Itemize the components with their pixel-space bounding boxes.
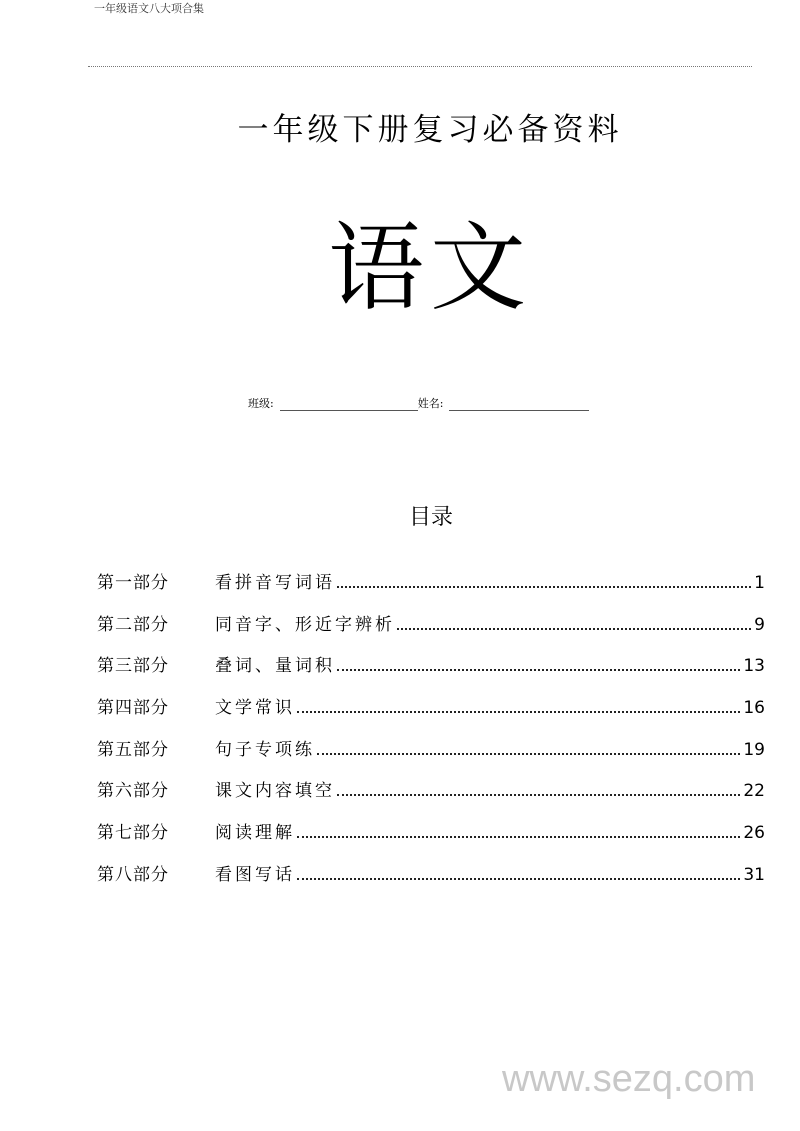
toc-page-number: 1 <box>754 573 765 593</box>
toc-entry[interactable] <box>97 651 765 693</box>
watermark: www.sezq.com <box>502 1058 756 1100</box>
toc-entry[interactable] <box>97 860 765 902</box>
toc-entry-title: 看拼音写词语 <box>215 573 335 593</box>
page-header: 一年级语文八大项合集 <box>94 2 204 15</box>
header-divider <box>88 66 752 67</box>
toc-entry-title: 句子专项练 <box>215 739 315 760</box>
toc-page-number: 13 <box>743 656 765 677</box>
dot-leader <box>297 878 740 880</box>
toc-part: 第二部分 <box>97 614 169 635</box>
toc-page-number: 26 <box>743 823 765 844</box>
toc-page-number: 16 <box>743 698 765 719</box>
toc-entry-title: 叠词、量词积 <box>215 656 335 677</box>
toc-entry[interactable] <box>97 610 765 652</box>
name-label: 姓名: <box>417 397 444 410</box>
toc-entry-title: 同音字、形近字辨析 <box>215 614 395 635</box>
toc-entry[interactable] <box>97 568 765 610</box>
toc-part: 第三部分 <box>97 656 169 677</box>
toc-part: 第四部分 <box>97 698 169 719</box>
dot-leader <box>337 669 740 671</box>
class-label: 班级: <box>248 397 274 410</box>
class-field[interactable] <box>280 398 418 411</box>
toc-entry-title: 课文内容填空 <box>215 781 335 802</box>
toc-part: 第一部分 <box>97 573 169 593</box>
table-of-contents <box>97 568 765 902</box>
toc-entry-title: 阅读理解 <box>215 823 295 844</box>
dot-leader <box>317 753 740 755</box>
toc-entry-title: 文学常识 <box>215 698 295 719</box>
toc-part: 第八部分 <box>97 864 169 885</box>
toc-part: 第七部分 <box>97 823 169 844</box>
dot-leader <box>337 586 751 588</box>
name-field[interactable] <box>449 398 589 411</box>
toc-entry[interactable] <box>97 776 765 818</box>
toc-entry[interactable] <box>97 735 765 777</box>
main-title: 语文 <box>328 212 532 324</box>
toc-part: 第五部分 <box>97 739 169 760</box>
toc-page-number: 19 <box>743 739 765 760</box>
dot-leader <box>337 794 740 796</box>
dot-leader <box>397 628 751 630</box>
toc-entry[interactable] <box>97 818 765 860</box>
toc-part: 第六部分 <box>97 781 169 802</box>
subtitle: 一年级下册复习必备资料 <box>237 112 623 148</box>
dot-leader <box>297 711 740 713</box>
toc-page-number: 31 <box>743 864 765 885</box>
toc-entry-title: 看图写话 <box>215 864 295 885</box>
student-info-form <box>248 395 589 411</box>
toc-page-number: 9 <box>754 614 765 635</box>
toc-entry[interactable] <box>97 693 765 735</box>
toc-page-number: 22 <box>743 781 765 802</box>
dot-leader <box>297 836 740 838</box>
toc-title: 目录 <box>408 505 453 530</box>
